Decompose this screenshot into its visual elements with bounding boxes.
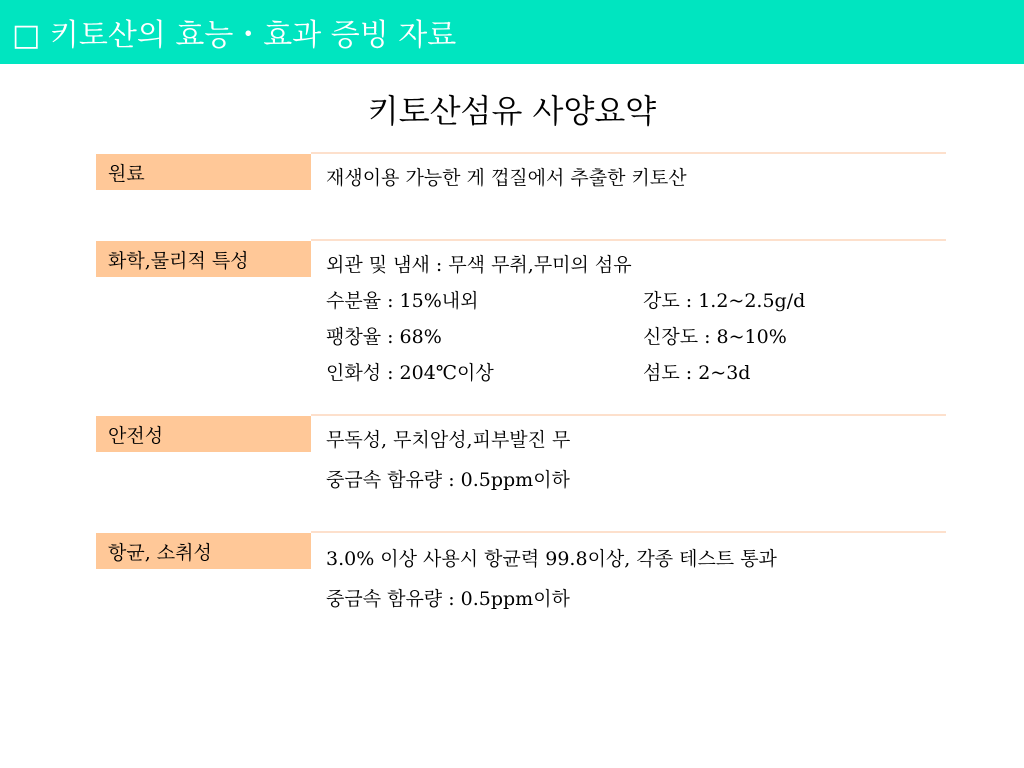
spec-right: 신장도 : 8~10%: [643, 326, 787, 348]
section-safety: [96, 414, 946, 504]
header-title: □ 키토산의 효능・효과 증빙 자료: [12, 18, 457, 53]
spec-right: 강도 : 1.2~2.5g/d: [643, 290, 806, 312]
section-content: [326, 247, 946, 391]
section-content: [326, 541, 946, 617]
section-raw-material: [96, 152, 946, 192]
spec-line: 중금속 함유량 : 0.5ppm이하: [326, 469, 570, 491]
section-antibacterial: [96, 531, 946, 621]
spec-right: 섬도 : 2~3d: [643, 362, 751, 384]
document-title: 키토산섬유 사양요약: [367, 92, 657, 130]
spec-line: 3.0% 이상 사용시 항균력 99.8이상, 각종 테스트 통과: [326, 548, 777, 570]
section-content: [326, 422, 946, 498]
spec-line-pair: [326, 355, 946, 391]
section-label: 안전성: [96, 416, 311, 452]
spec-left: 팽창율 : 68%: [326, 326, 442, 348]
section-content: [326, 160, 946, 196]
spec-line: 무독성, 무치암성,피부발진 무: [326, 429, 571, 451]
header-bar: [0, 0, 1024, 64]
section-divider: [311, 239, 946, 241]
section-divider: [311, 152, 946, 154]
section-label: 원료: [96, 154, 311, 190]
section-divider: [311, 414, 946, 416]
section-physical-properties: [96, 239, 946, 399]
section-divider: [311, 531, 946, 533]
spec-line: 재생이용 가능한 게 껍질에서 추출한 키토산: [326, 167, 687, 189]
section-label: 화학,물리적 특성: [96, 241, 311, 277]
spec-line: 외관 및 냄새 : 무색 무취,무미의 섬유: [326, 254, 632, 276]
spec-left: 수분율 : 15%내외: [326, 290, 479, 312]
section-label: 항균, 소취성: [96, 533, 311, 569]
spec-left: 인화성 : 204℃이상: [326, 362, 494, 384]
spec-line-pair: [326, 283, 946, 319]
spec-line: 중금속 함유량 : 0.5ppm이하: [326, 588, 570, 610]
spec-line-pair: [326, 319, 946, 355]
